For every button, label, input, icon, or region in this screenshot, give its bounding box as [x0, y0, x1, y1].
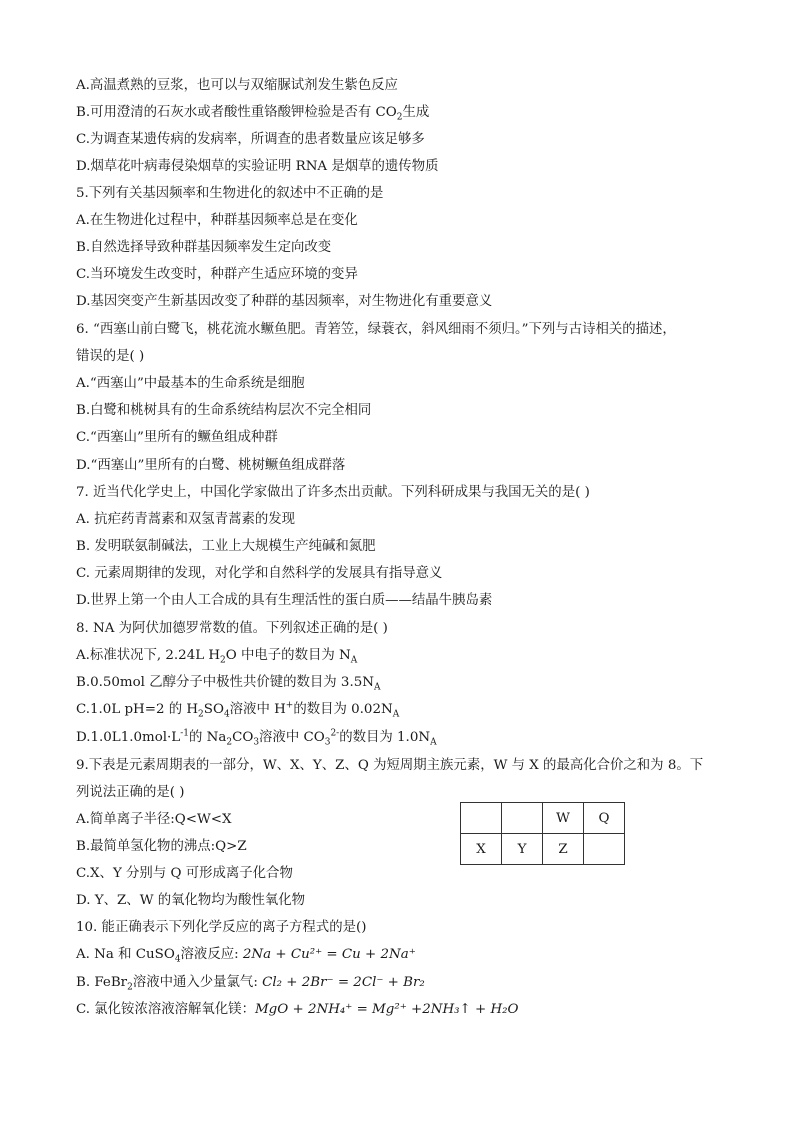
q5-option-c: C.当环境发生改变时，种群产生适应环境的变异 — [76, 267, 358, 282]
q7-option-c: C. 元素周期律的发现，对化学和自然科学的发展具有指导意义 — [76, 566, 443, 581]
table-cell — [502, 803, 543, 834]
q5-stem: 5.下列有关基因频率和生物进化的叙述中不正确的是 — [76, 186, 384, 201]
table-cell: W — [543, 803, 584, 834]
q8-option-d: $D.1.0L1.0mol\cdot L^{-1}$的 $Na_2CO_3$溶液中 $CO_3^{2-}$的数目为 $1.0N_A$ — [76, 728, 437, 748]
table-cell: Y — [502, 834, 543, 865]
q10-stem: 10. 能正确表示下列化学反应的离子方程式的是() — [76, 920, 367, 935]
q9-option-b: B.最简单氢化物的沸点:Q>Z — [76, 839, 247, 854]
q6-option-a: A.“西塞山”中最基本的生命系统是细胞 — [76, 376, 305, 391]
q7-option-a: A. 抗疟药青蒿素和双氢青蒿素的发现 — [76, 512, 296, 527]
q6-option-c: C.“西塞山”里所有的鳜鱼组成种群 — [76, 430, 278, 445]
q9-stem-line2: 列说法正确的是( ) — [76, 785, 185, 800]
q9-stem-line1: 9.下表是元素周期表的一部分，W、X、Y、Z、Q 为短周期主族元素，W 与 X 的最高化合价之和为 8。下 — [76, 758, 704, 773]
q7-option-d: D.世界上第一个由人工合成的具有生理活性的蛋白质——结晶牛胰岛素 — [76, 593, 493, 608]
q4-option-b: B.可用澄清的石灰水或者酸性重铬酸钾检验是否有 $CO_2$生成 — [76, 105, 430, 123]
q4-option-c: C.为调查某遗传病的发病率，所调查的患者数量应该足够多 — [76, 132, 425, 147]
q5-option-b: B.自然选择导致种群基因频率发生定向改变 — [76, 240, 332, 255]
q9-option-a: A.简单离子半径:Q<W<X — [76, 812, 232, 827]
q6-option-d: D.“西塞山”里所有的白鹭、桃树鳜鱼组成群落 — [76, 458, 346, 473]
q8-stem: 8. NA 为阿伏加德罗常数的值。下列叙述正确的是( ) — [76, 621, 388, 636]
q10-option-b: B. FeBr$_2$溶液中通入少量氯气: Cl₂ + 2Br⁻ = 2Cl⁻ + Br₂ — [76, 975, 425, 993]
equation: MgO + 2NH₄⁺ = Mg²⁺ +2NH₃↑ + H₂O — [254, 1002, 519, 1017]
q8-option-c: C.1.0L pH=2 的 $H_2SO_4$溶液中 H+的数目为 $0.02N_A$ — [76, 700, 400, 720]
table-cell: Z — [543, 834, 584, 865]
q6-stem-line1: 6. “西塞山前白鹭飞，桃花流水鳜鱼肥。青箬笠，绿蓑衣，斜风细雨不须归。”下列与古诗相关的描述， — [76, 322, 676, 337]
q5-option-d: D.基因突变产生新基因改变了种群的基因频率，对生物进化有重要意义 — [76, 294, 493, 309]
q4-option-a: A.高温煮熟的豆浆，也可以与双缩脲试剂发生紫色反应 — [76, 78, 398, 93]
q8-option-a: A.标准状况下, 2.24L $H_2O$ 中电子的数目为 $N_A$ — [76, 648, 358, 666]
equation: Cl₂ + 2Br⁻ = 2Cl⁻ + Br₂ — [262, 975, 425, 990]
q8-option-b: B.0.50mol 乙醇分子中极性共价键的数目为 $3.5N_A$ — [76, 675, 381, 693]
q10-option-c: C. 氯化铵浓溶液溶解氧化镁：MgO + 2NH₄⁺ = Mg²⁺ +2NH₃↑ + H₂O — [76, 1002, 519, 1017]
q4-option-d: D.烟草花叶病毒侵染烟草的实验证明 RNA 是烟草的遗传物质 — [76, 159, 439, 174]
q5-option-a: A.在生物进化过程中，种群基因频率总是在变化 — [76, 213, 358, 228]
q7-stem: 7. 近当代化学史上，中国化学家做出了许多杰出贡献。下列科研成果与我国无关的是( ) — [76, 485, 590, 500]
equation: 2Na + Cu²⁺ = Cu + 2Na⁺ — [242, 947, 416, 962]
q9-option-d: D. Y、Z、W 的氧化物均为酸性氧化物 — [76, 893, 306, 908]
q6-option-b: B.白鹭和桃树具有的生命系统结构层次不完全相同 — [76, 403, 372, 418]
table-cell: X — [461, 834, 502, 865]
q7-option-b: B. 发明联氨制碱法，工业上大规模生产纯碱和氮肥 — [76, 539, 376, 554]
table-cell: Q — [584, 803, 625, 834]
periodic-table-fragment — [460, 802, 625, 865]
table-cell — [584, 834, 625, 865]
q9-option-c: C.X、Y 分别与 Q 可形成离子化合物 — [76, 866, 293, 881]
q6-stem-line2: 错误的是( ) — [76, 349, 145, 364]
q10-option-a: A. Na 和 CuSO$_4$溶液反应: 2Na + Cu²⁺ = Cu + 2Na⁺ — [76, 947, 416, 965]
table-cell — [461, 803, 502, 834]
table-row — [461, 834, 625, 865]
table-row — [461, 803, 625, 834]
